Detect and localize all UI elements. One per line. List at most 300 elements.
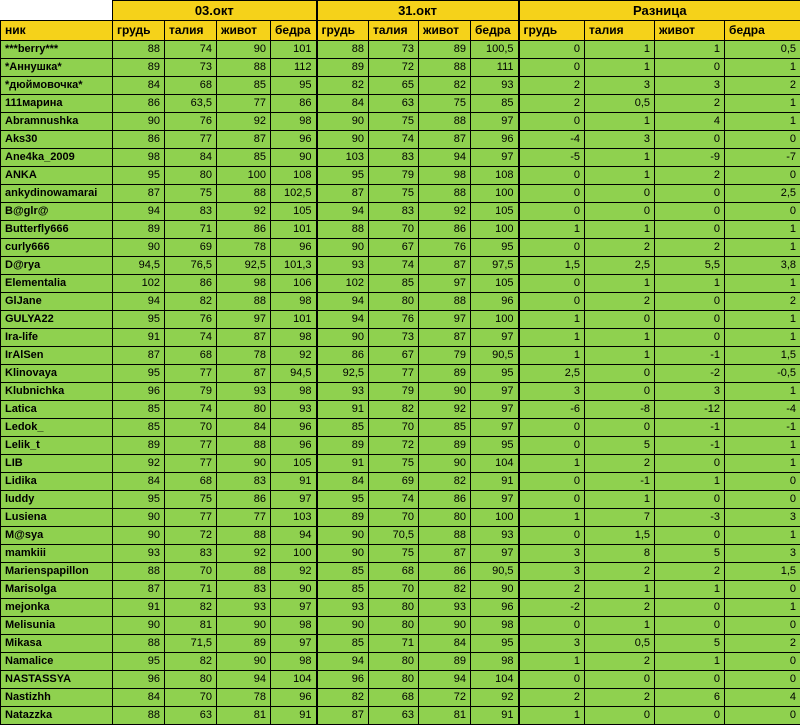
table-row bbox=[1, 95, 800, 113]
value-cell: 68 bbox=[165, 77, 217, 95]
value-cell: 95 bbox=[471, 365, 519, 383]
value-cell: 0 bbox=[519, 671, 585, 689]
value-cell: 78 bbox=[217, 239, 271, 257]
value-cell: 88 bbox=[217, 185, 271, 203]
value-cell: 0 bbox=[519, 41, 585, 59]
value-cell: 91 bbox=[317, 401, 369, 419]
value-cell: 72 bbox=[419, 689, 471, 707]
value-cell: 0 bbox=[655, 221, 725, 239]
value-cell: 1 bbox=[725, 383, 800, 401]
value-cell: 102 bbox=[317, 275, 369, 293]
value-cell: 5 bbox=[585, 437, 655, 455]
value-cell: 87 bbox=[419, 131, 471, 149]
value-cell: 1 bbox=[519, 455, 585, 473]
value-cell: 89 bbox=[419, 365, 471, 383]
value-cell: 2 bbox=[585, 689, 655, 707]
value-cell: -3 bbox=[655, 509, 725, 527]
table-row bbox=[1, 653, 800, 671]
value-cell: 95 bbox=[317, 167, 369, 185]
value-cell: 79 bbox=[369, 383, 419, 401]
table-row bbox=[1, 311, 800, 329]
value-cell: 88 bbox=[113, 41, 165, 59]
value-cell: 77 bbox=[369, 365, 419, 383]
value-cell: 3 bbox=[725, 509, 800, 527]
value-cell: 3 bbox=[725, 545, 800, 563]
value-cell: 1 bbox=[725, 239, 800, 257]
value-cell: 77 bbox=[217, 509, 271, 527]
value-cell: 4 bbox=[655, 113, 725, 131]
value-cell: 75 bbox=[369, 545, 419, 563]
nickname-cell: Abramnushka bbox=[1, 113, 113, 131]
value-cell: 0 bbox=[725, 473, 800, 491]
value-cell: 76 bbox=[419, 239, 471, 257]
value-cell: 1 bbox=[519, 311, 585, 329]
value-cell: 76,5 bbox=[165, 257, 217, 275]
value-cell: 104 bbox=[271, 671, 317, 689]
value-cell: 0 bbox=[655, 455, 725, 473]
value-cell: 0,5 bbox=[725, 41, 800, 59]
value-cell: 94 bbox=[113, 293, 165, 311]
value-cell: -4 bbox=[725, 401, 800, 419]
nickname-cell: GlJane bbox=[1, 293, 113, 311]
value-cell: 96 bbox=[271, 239, 317, 257]
value-cell: 2 bbox=[655, 167, 725, 185]
value-cell: 1 bbox=[585, 113, 655, 131]
value-cell: 2 bbox=[725, 293, 800, 311]
value-cell: 87 bbox=[419, 545, 471, 563]
value-cell: 100 bbox=[271, 545, 317, 563]
nickname-cell: Klinovaya bbox=[1, 365, 113, 383]
column-header: бедра bbox=[271, 21, 317, 41]
value-cell: 2 bbox=[725, 635, 800, 653]
value-cell: 2 bbox=[585, 599, 655, 617]
value-cell: 79 bbox=[419, 347, 471, 365]
value-cell: 94 bbox=[113, 203, 165, 221]
value-cell: 94 bbox=[419, 671, 471, 689]
value-cell: 90 bbox=[419, 617, 471, 635]
value-cell: 80 bbox=[165, 671, 217, 689]
value-cell: 87 bbox=[113, 347, 165, 365]
value-cell: 1 bbox=[585, 167, 655, 185]
value-cell: 100 bbox=[471, 185, 519, 203]
value-cell: 0 bbox=[585, 203, 655, 221]
value-cell: 101,3 bbox=[271, 257, 317, 275]
value-cell: 90 bbox=[317, 545, 369, 563]
value-cell: 88 bbox=[317, 41, 369, 59]
nickname-cell: Elementalia bbox=[1, 275, 113, 293]
value-cell: 1,5 bbox=[725, 347, 800, 365]
value-cell: 0 bbox=[585, 383, 655, 401]
table-row bbox=[1, 239, 800, 257]
table-row bbox=[1, 131, 800, 149]
value-cell: 0 bbox=[585, 671, 655, 689]
value-cell: 91 bbox=[317, 455, 369, 473]
value-cell: 2 bbox=[585, 563, 655, 581]
value-cell: 90 bbox=[317, 131, 369, 149]
value-cell: 77 bbox=[165, 455, 217, 473]
column-header: грудь bbox=[317, 21, 369, 41]
value-cell: 71,5 bbox=[165, 635, 217, 653]
value-cell: 84 bbox=[317, 95, 369, 113]
value-cell: 68 bbox=[165, 473, 217, 491]
value-cell: 100 bbox=[471, 311, 519, 329]
table-row bbox=[1, 77, 800, 95]
value-cell: 70 bbox=[165, 419, 217, 437]
value-cell: 0 bbox=[519, 437, 585, 455]
table-row bbox=[1, 563, 800, 581]
value-cell: 96 bbox=[113, 383, 165, 401]
value-cell: 92,5 bbox=[217, 257, 271, 275]
value-cell: 75 bbox=[419, 95, 471, 113]
value-cell: 76 bbox=[165, 311, 217, 329]
value-cell: 71 bbox=[165, 581, 217, 599]
value-cell: 98 bbox=[471, 617, 519, 635]
value-cell: 87 bbox=[217, 329, 271, 347]
value-cell: 67 bbox=[369, 347, 419, 365]
value-cell: 92 bbox=[271, 347, 317, 365]
value-cell: 104 bbox=[471, 671, 519, 689]
value-cell: 3 bbox=[655, 77, 725, 95]
value-cell: 1 bbox=[655, 473, 725, 491]
value-cell: 85 bbox=[317, 419, 369, 437]
nickname-cell: Klubnichka bbox=[1, 383, 113, 401]
value-cell: 93 bbox=[317, 599, 369, 617]
value-cell: 93 bbox=[419, 599, 471, 617]
value-cell: 70 bbox=[165, 689, 217, 707]
value-cell: 97 bbox=[471, 545, 519, 563]
nickname-cell: Natazzka bbox=[1, 707, 113, 725]
value-cell: 5,5 bbox=[655, 257, 725, 275]
value-cell: 76 bbox=[369, 311, 419, 329]
group-date-1: 03.окт bbox=[113, 1, 317, 21]
value-cell: 90 bbox=[271, 581, 317, 599]
table-row bbox=[1, 365, 800, 383]
nickname-cell: Ane4ka_2009 bbox=[1, 149, 113, 167]
value-cell: 98 bbox=[113, 149, 165, 167]
value-cell: 5 bbox=[655, 545, 725, 563]
value-cell: 89 bbox=[113, 59, 165, 77]
value-cell: 98 bbox=[419, 167, 471, 185]
value-cell: 95 bbox=[471, 635, 519, 653]
value-cell: 2 bbox=[519, 689, 585, 707]
value-cell: 0,5 bbox=[585, 635, 655, 653]
value-cell: 87 bbox=[419, 257, 471, 275]
value-cell: 90 bbox=[317, 113, 369, 131]
value-cell: 90 bbox=[217, 41, 271, 59]
value-cell: 1 bbox=[655, 275, 725, 293]
value-cell: 108 bbox=[271, 167, 317, 185]
value-cell: 82 bbox=[419, 581, 471, 599]
value-cell: 2 bbox=[585, 653, 655, 671]
value-cell: 97 bbox=[471, 149, 519, 167]
value-cell: 1 bbox=[519, 221, 585, 239]
value-cell: 0 bbox=[519, 293, 585, 311]
group-date-2: 31.окт bbox=[317, 1, 519, 21]
value-cell: 94 bbox=[271, 527, 317, 545]
value-cell: 71 bbox=[165, 221, 217, 239]
nickname-cell: Butterfly666 bbox=[1, 221, 113, 239]
value-cell: 89 bbox=[419, 437, 471, 455]
value-cell: 88 bbox=[113, 635, 165, 653]
value-cell: 74 bbox=[165, 41, 217, 59]
value-cell: 3 bbox=[519, 383, 585, 401]
value-cell: 0 bbox=[725, 131, 800, 149]
value-cell: 1 bbox=[519, 329, 585, 347]
group-difference: Разница bbox=[519, 1, 800, 21]
value-cell: 0 bbox=[655, 329, 725, 347]
value-cell: 87 bbox=[217, 365, 271, 383]
value-cell: 1 bbox=[725, 329, 800, 347]
table-row bbox=[1, 437, 800, 455]
value-cell: 95 bbox=[271, 77, 317, 95]
value-cell: 93 bbox=[317, 383, 369, 401]
value-cell: 84 bbox=[217, 419, 271, 437]
value-cell: 90 bbox=[217, 653, 271, 671]
value-cell: -2 bbox=[655, 365, 725, 383]
value-cell: 92,5 bbox=[317, 365, 369, 383]
value-cell: 2 bbox=[519, 581, 585, 599]
value-cell: 97 bbox=[271, 635, 317, 653]
value-cell: 90 bbox=[271, 149, 317, 167]
column-header: грудь bbox=[519, 21, 585, 41]
value-cell: 82 bbox=[165, 293, 217, 311]
value-cell: 74 bbox=[165, 329, 217, 347]
column-header: талия bbox=[165, 21, 217, 41]
value-cell: 75 bbox=[369, 455, 419, 473]
value-cell: 1 bbox=[519, 653, 585, 671]
value-cell: 96 bbox=[271, 437, 317, 455]
value-cell: 78 bbox=[217, 347, 271, 365]
value-cell: 1,5 bbox=[585, 527, 655, 545]
value-cell: -12 bbox=[655, 401, 725, 419]
value-cell: 92 bbox=[113, 455, 165, 473]
nickname-cell: ankydinowamarai bbox=[1, 185, 113, 203]
value-cell: 92 bbox=[217, 113, 271, 131]
value-cell: 97 bbox=[471, 383, 519, 401]
value-cell: 93 bbox=[471, 77, 519, 95]
value-cell: 90 bbox=[113, 113, 165, 131]
value-cell: 0 bbox=[655, 671, 725, 689]
value-cell: 93 bbox=[271, 401, 317, 419]
value-cell: 96 bbox=[113, 671, 165, 689]
table-row bbox=[1, 113, 800, 131]
value-cell: 88 bbox=[113, 707, 165, 725]
value-cell: 94 bbox=[317, 293, 369, 311]
value-cell: 97 bbox=[271, 491, 317, 509]
value-cell: 85 bbox=[317, 635, 369, 653]
value-cell: 97 bbox=[471, 491, 519, 509]
value-cell: -1 bbox=[655, 419, 725, 437]
value-cell: 80 bbox=[217, 401, 271, 419]
value-cell: 2 bbox=[519, 77, 585, 95]
value-cell: 0 bbox=[725, 653, 800, 671]
value-cell: 77 bbox=[165, 437, 217, 455]
value-cell: 0 bbox=[585, 185, 655, 203]
value-cell: 80 bbox=[369, 599, 419, 617]
table-row bbox=[1, 329, 800, 347]
value-cell: 98 bbox=[217, 275, 271, 293]
value-cell: 1 bbox=[585, 347, 655, 365]
value-cell: 77 bbox=[217, 95, 271, 113]
value-cell: 1 bbox=[585, 149, 655, 167]
table-row bbox=[1, 293, 800, 311]
value-cell: 88 bbox=[419, 113, 471, 131]
value-cell: 0 bbox=[519, 113, 585, 131]
value-cell: 89 bbox=[217, 635, 271, 653]
column-header: живот bbox=[419, 21, 471, 41]
nickname-cell: Ira-life bbox=[1, 329, 113, 347]
nickname-cell: Melisunia bbox=[1, 617, 113, 635]
value-cell: 89 bbox=[419, 41, 471, 59]
value-cell: 73 bbox=[369, 41, 419, 59]
value-cell: 0 bbox=[519, 203, 585, 221]
table-row bbox=[1, 203, 800, 221]
value-cell: 82 bbox=[369, 401, 419, 419]
value-cell: 74 bbox=[369, 257, 419, 275]
table-row bbox=[1, 545, 800, 563]
value-cell: 91 bbox=[113, 599, 165, 617]
value-cell: 84 bbox=[165, 149, 217, 167]
value-cell: 90 bbox=[217, 455, 271, 473]
value-cell: 1 bbox=[725, 311, 800, 329]
value-cell: 96 bbox=[471, 599, 519, 617]
value-cell: 105 bbox=[471, 275, 519, 293]
value-cell: 0 bbox=[655, 527, 725, 545]
value-cell: 88 bbox=[419, 293, 471, 311]
value-cell: 2,5 bbox=[519, 365, 585, 383]
value-cell: 94 bbox=[419, 149, 471, 167]
value-cell: 97 bbox=[217, 311, 271, 329]
value-cell: 2 bbox=[519, 95, 585, 113]
value-cell: 94,5 bbox=[271, 365, 317, 383]
value-cell: 98 bbox=[271, 293, 317, 311]
value-cell: 95 bbox=[113, 653, 165, 671]
value-cell: 6 bbox=[655, 689, 725, 707]
value-cell: 83 bbox=[165, 545, 217, 563]
value-cell: 89 bbox=[113, 437, 165, 455]
value-cell: 82 bbox=[419, 473, 471, 491]
nickname-cell: Marienspapillon bbox=[1, 563, 113, 581]
value-cell: 80 bbox=[419, 509, 471, 527]
table-row bbox=[1, 383, 800, 401]
value-cell: 85 bbox=[113, 401, 165, 419]
value-cell: 86 bbox=[419, 491, 471, 509]
nickname-cell: *Аннушка* bbox=[1, 59, 113, 77]
value-cell: 75 bbox=[165, 185, 217, 203]
value-cell: 4 bbox=[725, 689, 800, 707]
value-cell: 87 bbox=[419, 329, 471, 347]
value-cell: 100,5 bbox=[471, 41, 519, 59]
value-cell: 91 bbox=[271, 473, 317, 491]
value-cell: 3 bbox=[519, 545, 585, 563]
value-cell: 98 bbox=[271, 329, 317, 347]
table-row bbox=[1, 509, 800, 527]
value-cell: 3 bbox=[519, 635, 585, 653]
table-row bbox=[1, 527, 800, 545]
value-cell: 0 bbox=[519, 167, 585, 185]
value-cell: 98 bbox=[271, 653, 317, 671]
value-cell: 88 bbox=[113, 563, 165, 581]
value-cell: 94 bbox=[217, 671, 271, 689]
value-cell: 88 bbox=[317, 221, 369, 239]
value-cell: 79 bbox=[165, 383, 217, 401]
value-cell: 105 bbox=[271, 455, 317, 473]
value-cell: 88 bbox=[217, 437, 271, 455]
table-row bbox=[1, 167, 800, 185]
nickname-cell: Mikasa bbox=[1, 635, 113, 653]
value-cell: 0 bbox=[655, 59, 725, 77]
value-cell: 87 bbox=[317, 707, 369, 725]
column-header: грудь bbox=[113, 21, 165, 41]
value-cell: 1 bbox=[655, 653, 725, 671]
value-cell: 90 bbox=[419, 383, 471, 401]
table-row bbox=[1, 491, 800, 509]
column-header: бедра bbox=[725, 21, 800, 41]
value-cell: 96 bbox=[271, 689, 317, 707]
value-cell: -7 bbox=[725, 149, 800, 167]
value-cell: 0 bbox=[519, 419, 585, 437]
column-header: живот bbox=[217, 21, 271, 41]
value-cell: 100 bbox=[471, 221, 519, 239]
value-cell: 77 bbox=[165, 131, 217, 149]
value-cell: 90 bbox=[419, 455, 471, 473]
value-cell: 91 bbox=[471, 707, 519, 725]
value-cell: 0 bbox=[655, 491, 725, 509]
value-cell: 96 bbox=[271, 419, 317, 437]
value-cell: 97 bbox=[271, 599, 317, 617]
value-cell: 86 bbox=[271, 95, 317, 113]
value-cell: 78 bbox=[217, 689, 271, 707]
value-cell: 82 bbox=[317, 77, 369, 95]
nickname-cell: GULYA22 bbox=[1, 311, 113, 329]
value-cell: 70 bbox=[369, 419, 419, 437]
nickname-cell: Ledok_ bbox=[1, 419, 113, 437]
value-cell: 90,5 bbox=[471, 347, 519, 365]
value-cell: 96 bbox=[271, 131, 317, 149]
value-cell: 86 bbox=[113, 131, 165, 149]
value-cell: 87 bbox=[317, 185, 369, 203]
value-cell: 1 bbox=[585, 581, 655, 599]
value-cell: 85 bbox=[217, 149, 271, 167]
value-cell: 68 bbox=[165, 347, 217, 365]
nickname-cell: M@sya bbox=[1, 527, 113, 545]
value-cell: 102,5 bbox=[271, 185, 317, 203]
value-cell: -6 bbox=[519, 401, 585, 419]
value-cell: 85 bbox=[369, 275, 419, 293]
nickname-cell: D@rya bbox=[1, 257, 113, 275]
value-cell: 83 bbox=[217, 473, 271, 491]
value-cell: 1 bbox=[725, 113, 800, 131]
value-cell: 83 bbox=[369, 203, 419, 221]
value-cell: 76 bbox=[165, 113, 217, 131]
value-cell: 2 bbox=[655, 95, 725, 113]
value-cell: 5 bbox=[655, 635, 725, 653]
value-cell: 98 bbox=[271, 113, 317, 131]
table-row bbox=[1, 257, 800, 275]
value-cell: 3 bbox=[585, 131, 655, 149]
value-cell: 1 bbox=[725, 527, 800, 545]
value-cell: 86 bbox=[419, 563, 471, 581]
value-cell: 1 bbox=[725, 455, 800, 473]
nickname-cell: ***berry*** bbox=[1, 41, 113, 59]
value-cell: 68 bbox=[369, 689, 419, 707]
value-cell: 65 bbox=[369, 77, 419, 95]
value-cell: 82 bbox=[317, 689, 369, 707]
value-cell: 95 bbox=[113, 491, 165, 509]
group-header-row bbox=[1, 1, 800, 21]
value-cell: 86 bbox=[317, 347, 369, 365]
column-header: талия bbox=[585, 21, 655, 41]
